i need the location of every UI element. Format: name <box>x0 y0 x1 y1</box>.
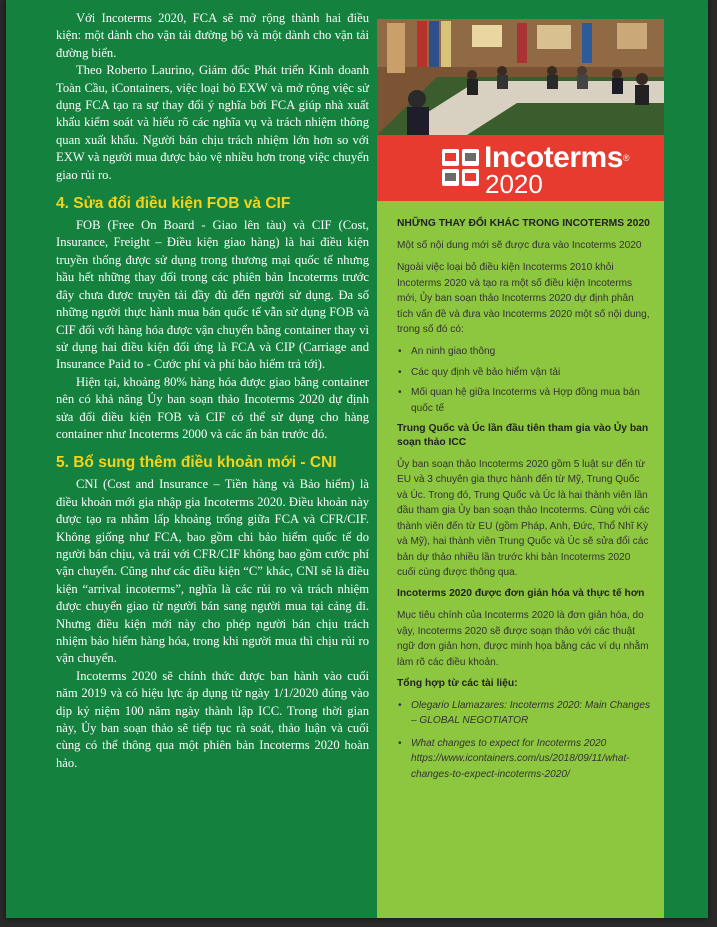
logo-name: Incoterms <box>484 141 623 174</box>
list-item: • Mối quan hệ giữa Incoterms và Hợp đồng mua bán quốc tế <box>409 385 651 416</box>
paragraph-release: Incoterms 2020 sẽ chính thức được ban hành vào cuối năm 2019 và có hiệu lực áp dụng từ ngày 1/1/2020 đúng vào dịp kỷ niệm 100 năm ngày thành lập ICC. Trong thời gian này, Ủy ban soạn thảo sẽ tiếp tục rà soát, thảo luận và cuối cùng có thể thông qua một phiên bản Incoterms 2020 hoàn hảo. <box>56 668 369 770</box>
reference-item: • Olegario Llamazares: Incoterms 2020: Main Changes – GLOBAL NEGOTIATOR <box>409 698 651 729</box>
sidebar-title-changes: NHỮNG THAY ĐỔI KHÁC TRONG INCOTERMS 2020 <box>397 218 650 229</box>
paragraph-laurino: Theo Roberto Laurino, Giám đốc Phát triển Kinh doanh Toàn Cầu, iContainers, việc loại bỏ EXW và mở rộng việc sử dụng FCA tạo ra sự thay đổi ý nghĩa bởi FCA giúp nhà xuất khẩu kiểm soát và hiểu rõ các nghĩa vụ và trách nhiệm thông quan xuất khẩu. Người bán chịu trách nhiệm lớn hơn so với EXW và người mua được bảo vệ nhiều hơn trong việc chuyển giao rủi ro. <box>56 63 369 182</box>
train-icon <box>462 169 479 186</box>
heading-cni: 5. Bổ sung thêm điều khoản mới - CNI <box>56 454 337 472</box>
list-item: • An ninh giao thông <box>409 344 651 359</box>
registered-mark: ® <box>622 153 630 163</box>
sidebar-title-simplified: Incoterms 2020 được đơn giản hóa và thực tế hơn <box>397 588 645 600</box>
list-item: • Các quy định về bảo hiểm vận tải <box>409 365 651 380</box>
sidebar-box <box>377 201 664 918</box>
heading-fob-cif: 4. Sửa đổi điều kiện FOB và CIF <box>56 195 291 213</box>
reference-item: • What changes to expect for Incoterms 2020 https://www.icontainers.com/us/2018/09/11/what-changes-to-expect-incoterms-2020/ <box>409 736 651 782</box>
magazine-page <box>6 0 708 918</box>
incoterms-logo-icons <box>442 149 480 187</box>
paragraph-fca: Với Incoterms 2020, FCA sẽ mở rộng thành hai điều kiện: một dành cho vận tải đường bộ và một dành cho vận tải đường biển. <box>56 11 369 60</box>
sidebar-content <box>397 217 651 789</box>
paragraph-fob-cif: FOB (Free On Board - Giao lên tàu) và CIF (Cost, Insurance, Freight – Điều kiện giao hàng) là hai điều kiện truyền thống được sử dụng trong thương mại quốc tế nhưng hầu hết những thay đổi trong các phiên bản Incoterms trước đây chưa được truyền tải đầy đủ đến người sử dụng. Đa số những người thực hành mua bán quốc tế vẫn sử dụng FOB và CIF đối với hàng hóa được vận chuyển bằng container thay vì sử dụng hai điều kiện đối ứng là FCA và CIP (Carriage and Insurance Paid to - Cước phí và phí bảo hiểm trả tới). <box>56 218 369 372</box>
meeting-photo <box>377 19 664 135</box>
ship-icon <box>442 149 459 166</box>
sidebar-paragraph-committee: Ủy ban soạn thảo Incoterms 2020 gồm 5 luật sư đến từ EU và 3 chuyên gia thực hành đến từ Mỹ, Trung Quốc và Úc. Trong đó, Trung Quốc và Úc là hai thành viên lần đầu tham gia Ủy ban soạn thảo Incoterms. Cùng với các thành viên đến từ EU (gồm Pháp, Anh, Đức, Thổ Nhĩ Kỳ và Mỹ), hai thành viên Trung Quốc và Úc sẽ sửa đổi các bản dự thảo nhiều lần trước khi bản Incoterms 2020 cuối cùng được thông qua. <box>397 459 650 578</box>
paragraph-container: Hiện tại, khoảng 80% hàng hóa được giao bằng container nên có khả năng Ủy ban soạn thảo Incoterms 2020 dự định sửa đổi điều kiện FOB và CIF có thể sử dụng cho hàng container như Incoterms 2000 và các ấn bản trước đó. <box>56 374 369 441</box>
main-article-column <box>56 10 369 772</box>
sidebar-reference-list <box>397 698 651 782</box>
plane-icon <box>442 169 459 186</box>
meeting-photo-illustration <box>377 19 664 135</box>
sidebar-paragraph-new-content: Ngoài việc loại bỏ điều kiện Incoterms 2010 khỏi Incoterms 2020 và tạo ra một số điều kiện Incoterms mới, Ủy ban soạn thảo Incoterms 2020 dự định phân tích vấn đề và đưa vào Incoterms 2020 một số nội dung, trong số đó có: <box>397 262 650 336</box>
paragraph-cni: CNI (Cost and Insurance – Tiền hàng và Bảo hiểm) là điều khoản mới gia nhập gia Incoterms 2020. Điều khoản này được tạo ra nhằm lấp khoảng trống giữa FCA và CFR/CIF. Không giống như FCA, bao gồm chi bảo hiểm quốc tế do người bán chịu, và trái với CFR/CIF không bao gồm cước phí vận chuyển. Cũng như các điều kiện “C” khác, CNI sẽ là điều kiện “arrival incoterms”, nghĩa là các rủi ro và trách nhiệm được chuyển giao từ người bán sang người mua tại cảng đi. Nhưng điều kiện mới này cho phép người bán chịu trách nhiệm bảo hiểm hàng hóa, trong khi người mua thì chịu rủi ro vận chuyển. <box>56 477 369 666</box>
sidebar-intro: Một số nội dung mới sẽ được đưa vào Incoterms 2020 <box>397 240 642 251</box>
sidebar-title-sources: Tổng hợp từ các tài liệu: <box>397 677 518 689</box>
incoterms-logo-band <box>377 135 664 201</box>
truck-icon <box>462 149 479 166</box>
sidebar-bullet-list <box>397 344 651 416</box>
logo-year: 2020 <box>485 169 543 199</box>
sidebar-title-china-australia: Trung Quốc và Úc lần đầu tiên tham gia vào Ủy ban soạn thảo ICC <box>397 423 649 449</box>
sidebar-paragraph-simplified: Mục tiêu chính của Incoterms 2020 là đơn giản hóa, do vậy, Incoterms 2020 sẽ được soạn thảo với các thuật ngữ đơn giản hơn, được minh họa bằng các ví dụ nhằm làm rõ các điều khoản. <box>397 610 649 668</box>
